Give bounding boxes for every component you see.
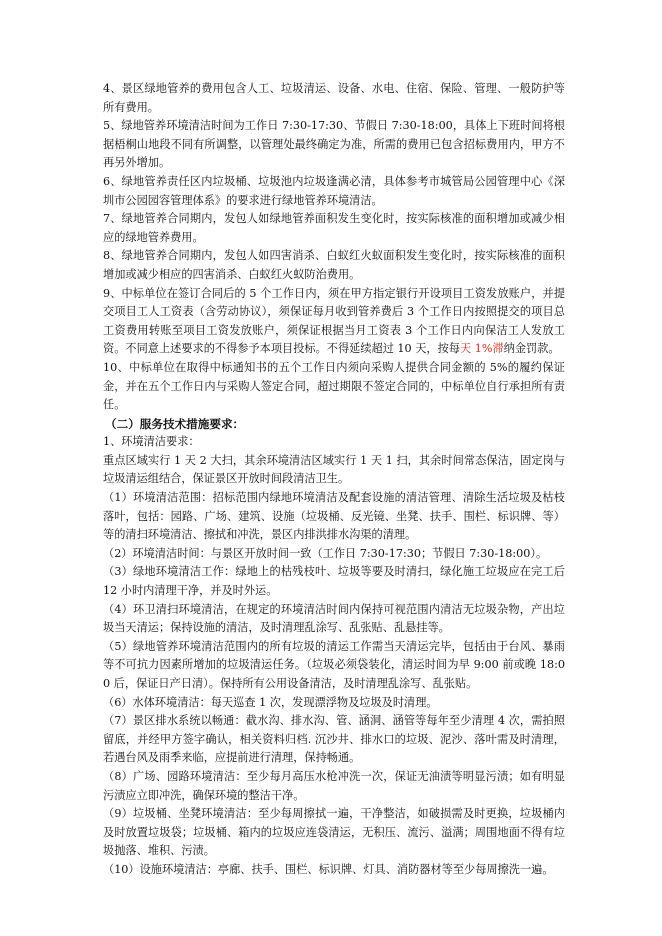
section-heading: （二）服务技术措施要求： [105,416,245,431]
clause-6: 6、绿地管养责任区内垃圾桶、垃圾池内垃圾逢满必清，具体参考市城管局公园管理中心《深圳市公园园容管理体系》的要求进行绿地管养环境清洁。 [103,174,565,207]
clause-9-text: 9、中标单位在签订合同后的 5 个工作日内，须在甲方指定银行开设项目工资发放账户，并提交项目工人工资表（含劳动协议），须保证每月收到管养费后 3 个工作日内按照提交的项目总工资费用转账至项目工资发放账户，须保证根据当月工资表 3 个工作日内向保洁工人发放工资。不同意上述要求的不得参予本项目投标。不得延续超过 10 天，按每 [103,286,565,356]
env-intro: 重点区域实行 1 天 2 大扫，其余环境清洁区域实行 1 天 1 扫，其余时间常态保洁，固定岗与垃圾清运组结合，保证景区开放时间段清洁卫生。 [103,453,565,486]
clause-5: 5、绿地管养环境清洁时间为工作日 7:30-17:30、节假日 7:30-18:00，具体上下班时间将根据梧桐山地段不同有所调整，以管理处最终确定为准，所需的费用已包含招标费用内，甲方不再另外增加。 [103,119,565,170]
clause-4: 4、景区绿地管养的费用包含人工、垃圾清运、设备、水电、住宿、保险、管理、一般防护等所有费用。 [103,82,565,114]
env-title: 1、环境清洁要求： [103,435,200,449]
env-item-2: （2）环境清洁时间：与景区开放时间一致（工作日 7:30-17:30；节假日 7:30-18:00）。 [103,546,548,560]
clause-10: 10、中标单位在取得中标通知书的五个工作日内须向采购人提供合同金额的 5%的履约保证金，并在五个工作日内与采购人签定合同，超过期限不签定合同的，中标单位自行承担所有责任。 [103,360,565,412]
env-item-6: （6）水体环境清洁：每天巡查 1 次，发现漂浮物及垃圾及时清理。 [103,695,438,709]
env-item-1: （1）环境清洁范围：招标范围内绿地环境清洁及配套设施的清洁管理、清除生活垃圾及枯枝落叶，包括：园路、广场、建筑、设施（垃圾桶、反光镜、坐凳、扶手、围栏、标识牌、等）等的清扫环境清洁、擦拭和冲洗，景区内排洪排水沟渠的清理。 [103,491,565,542]
env-item-4: （4）环卫清扫环境清洁，在规定的环境清洁时间内保持可视范围内清洁无垃圾杂物，产出垃圾当天清运；保持设施的清洁，及时清理乱涂写、乱张贴、乱悬挂等。 [103,602,565,635]
document-body [103,80,565,880]
clause-8: 8、绿地管养合同期内，发包人如四害消杀、白蚁红火蚁面积发生变化时，按实际核准的面积增加或减少相应的四害消杀、白蚁红火蚁防治费用。 [103,249,565,281]
clause-9-highlight: 天 1%滞 [459,342,504,356]
clause-9 [103,285,565,359]
env-item-9: （9）垃圾桶、坐凳环境清洁：至少每周擦拭一遍，干净整洁，如破损需及时更换，垃圾桶内及时放置垃圾袋；垃圾桶、箱内的垃圾应连袋清运，无积压、流污、溢满；周围地面不得有垃圾抛落、堆积、污渍。 [103,807,565,858]
clause-7: 7、绿地管养合同期内，发包人如绿地管养面积发生变化时，按实际核准的面积增加或减少相应的绿地管养费用。 [103,212,565,244]
env-item-3: （3）绿地环境清洁工作：绿地上的枯残枝叶、垃圾等要及时清扫，绿化施工垃圾应在完工后 12 小时内清理干净，并及时外运。 [103,565,565,598]
env-item-8: （8）广场、园路环境清洁：至少每月高压水枪冲洗一次，保证无油渍等明显污渍；如有明显污渍应立即冲洗，确保环境的整洁干净。 [103,769,565,802]
env-item-10: （10）设施环境清洁：亭廊、扶手、围栏、标识牌、灯具、消防器材等至少每周擦洗一遍。 [103,862,554,876]
env-item-5: （5）绿地管养环境清洁范围内的所有垃圾的清运工作需当天清运完毕，包括由于台风、暴雨等不可抗力因素所增加的垃圾清运任务。（垃圾必须袋装化，清运时间为早 9:00 前或晚 18:00 后，保证日产日清）。保持所有公用设备清洁，及时清理乱涂写、乱张贴。 [103,639,565,690]
clause-9-tail: 纳金罚款。 [503,342,560,356]
env-item-7: （7）景区排水系统以畅通：截水沟、排水沟、管、涵洞、涵管等每年至少清理 4 次，需拍照留底，并经甲方签字确认，相关资料归档. 沉沙井、排水口的垃圾、泥沙、落叶需及时清理，若遇台风及雨季来临，应提前进行清理，保持畅通。 [103,714,565,765]
